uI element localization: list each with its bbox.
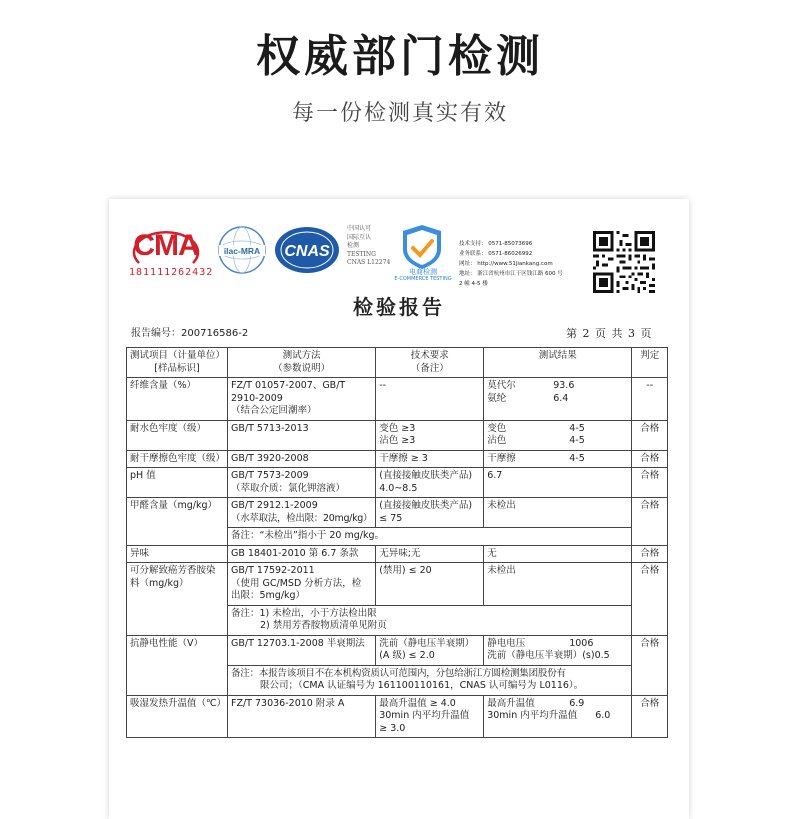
row-method: FZ/T 73036-2010 附录 A (228, 695, 376, 738)
header-requirement: 技术要求 （备注） (376, 348, 484, 378)
report-title: 检验报告 (353, 295, 445, 319)
cnas-logo-text: CNAS (284, 243, 330, 260)
row-verdict: 合格 (632, 545, 668, 563)
row-result: 莫代尔 93.6 氨纶 6.4 (484, 378, 632, 421)
table-row (127, 563, 668, 606)
row-requirement: 变色 ≥3 沾色 ≥3 (376, 420, 484, 450)
hero-title: 权威部门检测 (256, 31, 544, 82)
header-method: 测试方法 （参数说明） (228, 348, 376, 378)
table-row (127, 450, 668, 468)
contact-info: 技术支持： 0571-85073696 业务联系： 0571-86026992 网址： http://www.51jiankang.com 地址： 浙江省杭州市江干区钱江路 600 号 2 幢 4-5 楼 (459, 241, 563, 287)
row-result: 未检出 (484, 563, 632, 606)
table-row (127, 498, 668, 528)
row-verdict: 合格 (632, 420, 668, 450)
row-verdict: 合格 (632, 635, 668, 695)
qr-code-icon (593, 231, 655, 293)
row-method: GB/T 17592-2011 （使用 GC/MSD 分析方法，检 出限：5mg/kg） (228, 563, 376, 606)
table-row (127, 468, 668, 498)
row-note: 备注：1) 未检出，小于方法检出限 2) 禁用芳香胺物质清单见附页 (228, 605, 632, 635)
row-verdict: -- (632, 378, 668, 421)
header-result: 测试结果 (484, 348, 632, 378)
certification-logos (109, 213, 689, 287)
cnas-description: 中国认可 国际互认 检测 TESTING CNAS L12274 (347, 225, 391, 267)
cma-logo (129, 227, 214, 278)
table-row (127, 635, 668, 665)
row-result: 干摩擦 4-5 (484, 450, 632, 468)
row-method: GB/T 7573-2009 （萃取介质：氯化钾溶液） (228, 468, 376, 498)
row-item: 甲醛含量（mg/kg） (127, 498, 228, 546)
row-requirement: 洗前（静电压半衰期） (A 级) ≤ 2.0 (376, 635, 484, 665)
results-table (126, 347, 668, 738)
row-requirement: 无异味;无 (376, 545, 484, 563)
row-result: 未检出 (484, 498, 632, 528)
row-requirement: 干摩擦 ≥ 3 (376, 450, 484, 468)
row-verdict: 合格 (632, 498, 668, 546)
row-verdict: 合格 (632, 695, 668, 738)
report-number: 报告编号：200716586-2 (131, 328, 249, 339)
row-item: 抗静电性能（V） (127, 635, 228, 695)
row-item: pH 值 (127, 468, 228, 498)
row-method: GB/T 3920-2008 (228, 450, 376, 468)
ecommerce-testing-label-en: E-COMMERCE TESTING (394, 276, 452, 282)
ilac-logo-text: ilac-MRA (223, 246, 261, 256)
row-requirement: 最高升温值 ≥ 4.0 30min 内平均升温值 ≥ 3.0 (376, 695, 484, 738)
row-method: GB/T 5713-2013 (228, 420, 376, 450)
row-method: FZ/T 01057-2007、GB/T 2910-2009 （结合公定回潮率） (228, 378, 376, 421)
ilac-mra-logo (217, 225, 267, 275)
row-result: 无 (484, 545, 632, 563)
cnas-logo (273, 225, 341, 275)
row-note: 备注：本报告该项目不在本机构资质认可范围内，分包给浙江方圆检测集团股份有 限公司；（CMA 认证编号为 161100110161，CNAS 认可编号为 L0116）。 (228, 665, 632, 695)
ecommerce-testing-label: 电商检测 (409, 268, 437, 276)
cma-number: 181111262432 (129, 267, 214, 278)
row-requirement: (禁用) ≤ 20 (376, 563, 484, 606)
row-result: 最高升温值 6.9 30min 内平均升温值 6.0 (484, 695, 632, 738)
row-result: 6.7 (484, 468, 632, 498)
header-verdict: 判定 (632, 348, 668, 378)
row-requirement: -- (376, 378, 484, 421)
row-method: GB/T 2912.1-2009 （水萃取法，检出限：20mg/kg） (228, 498, 376, 528)
table-row (127, 378, 668, 421)
row-item: 异味 (127, 545, 228, 563)
row-note: 备注：“未检出”指小于 20 mg/kg。 (228, 528, 632, 546)
row-result: 变色 4-5 沾色 4-5 (484, 420, 632, 450)
row-requirement: (直接接触皮肤类产品) 4.0~8.5 (376, 468, 484, 498)
row-item: 耐干摩擦色牢度（级） (127, 450, 228, 468)
row-item: 耐水色牢度（级） (127, 420, 228, 450)
page-indicator: 第 2 页 共 3 页 (566, 327, 652, 340)
row-verdict: 合格 (632, 468, 668, 498)
hero-subtitle: 每一份检测真实有效 (291, 101, 508, 126)
table-row (127, 545, 668, 563)
report-document (109, 199, 689, 819)
row-verdict: 合格 (632, 563, 668, 636)
table-header-row (127, 348, 668, 378)
header-item: 测试项目（计量单位） [样品标识] (127, 348, 228, 378)
row-requirement: (直接接触皮肤类产品) ≤ 75 (376, 498, 484, 528)
table-row (127, 420, 668, 450)
row-method: GB 18401-2010 第 6.7 条款 (228, 545, 376, 563)
row-item: 纤维含量（%） (127, 378, 228, 421)
table-row (127, 695, 668, 738)
cma-logo-text: CMA (133, 229, 199, 262)
row-method: GB/T 12703.1-2008 半衰期法 (228, 635, 376, 665)
row-item: 可分解致癌芳香胺染 料（mg/kg） (127, 563, 228, 636)
row-item: 吸湿发热升温值（℃） (127, 695, 228, 738)
row-verdict: 合格 (632, 450, 668, 468)
row-result: 静电电压 1006 洗前（静电压半衰期）(s)0.5 (484, 635, 632, 665)
